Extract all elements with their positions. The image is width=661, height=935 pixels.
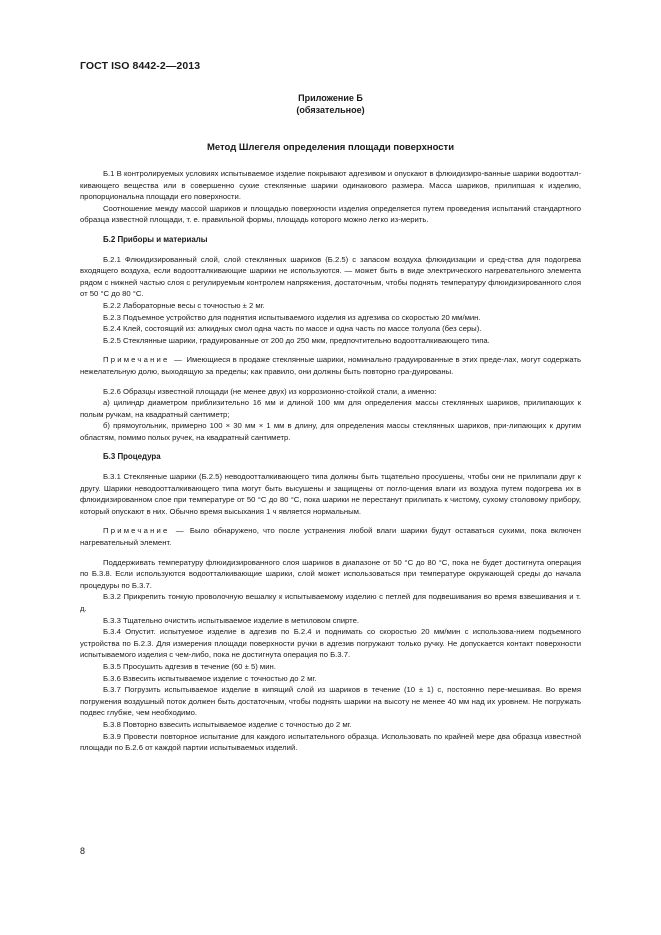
paragraph-b1: Б.1 В контролируемых условиях испытываемое изделие покрывают адгезивом и опускают в флюидизиро-ванные шарики водоотталкивающего вещества или в совершенно сухие стеклянные шарики одинакового размера. Масса шариков, прилипшая к изделию, пропорциональна площади его поверхности. bbox=[80, 169, 581, 202]
section-title: Метод Шлегеля определения площади поверхности bbox=[206, 142, 455, 153]
document-header: ГОСТ ISO 8442-2—2013 bbox=[80, 60, 201, 72]
page-number: 8 bbox=[80, 846, 86, 856]
paragraph-b2-3: Б.2.3 Подъемное устройство для поднятия испытываемого изделия из адгезива со скоростью 20 мм/мин. bbox=[103, 312, 481, 322]
note-2-text: Было обнаружено, что после устранения любой влаги шарики будут оставаться сухими, пока включен нагревательный элемент. bbox=[80, 526, 581, 548]
paragraph-b3-8: Б.3.8 Повторно взвесить испытываемое изделие с точностью до 2 мг. bbox=[103, 719, 352, 729]
appendix-subtitle: (обязательное) bbox=[296, 105, 365, 115]
paragraph-b2-6-a: а) цилиндр диаметром приблизительно 16 мм и длиной 100 мм для определения массы стеклянных шариков, прилипающих к полым ручкам, на квадратный сантиметр; bbox=[80, 398, 581, 419]
paragraph-b2-6: Б.2.6 Образцы известной площади (не менее двух) из коррозионно-стойкой стали, а именно: bbox=[103, 386, 437, 396]
heading-b2: Б.2 Приборы и материалы bbox=[103, 234, 208, 244]
document-body bbox=[80, 168, 581, 754]
paragraph-b2-1: Б.2.1 Флюидизированный слой, слой стеклянных шариков (Б.2.5) с запасом воздуха флюидизации и сред-ства для подогрева входящего воздуха, если водоотталкивающие шарики не используются. — может быть в виде электрического нагревательного элемента рядом с нижней частью слоя с регулируемым контролем напряжения, достаточным, чтобы поднять температуру флюидизированного слоя от 50 °C до 80 °C. bbox=[80, 254, 581, 299]
paragraph-b3-9: Б.3.9 Провести повторное испытание для каждого испытательного образца. Использовать по крайней мере два образца известной площади по Б.2.6 от каждой партии испытываемых изделий. bbox=[80, 731, 581, 753]
paragraph-b3-1: Б.3.1 Стеклянные шарики (Б.2.5) неводоотталкивающего типа должны быть тщательно просушены, чтобы они не прилипали друг к другу. Шарики неводоотталкивающего типа могут быть высушены и защищены от погло-щения влаги из воздуха путем подогрева их в флюидизированном слое при температуре от 50 °C до 80 °C, пока шарики не перестанут прилипать к чистому, сухому столовому прибору, который опускают в них. Обычно время высыхания 1 ч является нормальным. bbox=[80, 472, 581, 516]
appendix-title: Приложение Б bbox=[298, 93, 363, 103]
paragraph-b3-3: Б.3.3 Тщательно очистить испытываемое изделие в метиловом спирте. bbox=[103, 615, 359, 625]
paragraph-b1-2: Соотношение между массой шариков и площадью поверхности изделия определяется путем проведения испытаний стандартного образца известной площади, т. е. правильной формы, площадь которого можно легко из-мерить. bbox=[80, 203, 581, 225]
paragraph-b2-6-b: б) прямоугольник, примерно 100 × 30 мм × 1 мм в длину, для определения массы стеклянных шариков, при-липающих к другим областям, помимо полых ручек, на квадратный сантиметр. bbox=[80, 421, 581, 442]
paragraph-b2-5: Б.2.5 Стеклянные шарики, градуированные от 200 до 250 мкм, предпочтительно водоотталкивающего типа. bbox=[103, 335, 490, 345]
paragraph-b3-7: Б.3.7 Погрузить испытываемое изделие в кипящий слой из шариков в течение (10 ± 1) с, постоянно пере-мешивая. Во время погружения воздушный поток должен быть достаточным, чтобы поднять шарики на высоту не менее 40 мм над их уровнем. Не погружать подвес глубже, чем необходимо. bbox=[80, 685, 581, 718]
paragraph-b3-2: Б.3.2 Прикрепить тонкую проволочную вешалку к испытываемому изделию с петлей для подвешивания во время взвешивания и т. д. bbox=[80, 592, 581, 613]
paragraph-b3-6: Б.3.6 Взвесить испытываемое изделие с точностью до 2 мг. bbox=[103, 673, 317, 683]
paragraph-b2-2: Б.2.2 Лабораторные весы с точностью ± 2 мг. bbox=[103, 300, 265, 310]
note-2-label: Примечание — bbox=[103, 526, 186, 536]
paragraph-b2-4: Б.2.4 Клей, состоящий из: алкидных смол одна часть по массе и одна часть по массе толуола (без серы). bbox=[103, 324, 482, 334]
paragraph-b3-5: Б.3.5 Просушить адгезив в течение (60 ± 5) мин. bbox=[103, 661, 276, 671]
appendix-heading bbox=[80, 92, 581, 116]
note-1-text: Имеющиеся в продаже стеклянные шарики, номинально градуированные в этих преде-лах, могут содержать нежелательную долю, выходящую за пределы; как правило, они должны быть повторно гра-дуированы. bbox=[80, 355, 581, 376]
note-2 bbox=[80, 525, 581, 548]
note-1-label: Примечание — bbox=[103, 355, 185, 365]
paragraph-b3-4: Б.3.4 Опустит. испытуемое изделие в адгезив по Б.2.4 и поднимать со скоростью 20 мм/мин с использова-нием подъемного устройства по Б.2.3. Для измерения площади поверхности ручки в адгезив погружают только ручку. Не допускается контакт поверхности испытываемого изделия с чем-либо, пока не достигнута операция по Б.3.7. bbox=[80, 627, 581, 660]
heading-b3: Б.3 Процедура bbox=[103, 452, 161, 462]
paragraph-b3-1-2: Поддерживать температуру флюидизированного слоя шариков в диапазоне от 50 °C до 80 °C, пока не будет достигнута операция по Б.3.8. Если используются водоотталкивающие шарики, слой может использоваться при температуре окружающей среды до начала процедуры по Б.3.7. bbox=[80, 557, 581, 590]
note-1 bbox=[80, 354, 581, 377]
